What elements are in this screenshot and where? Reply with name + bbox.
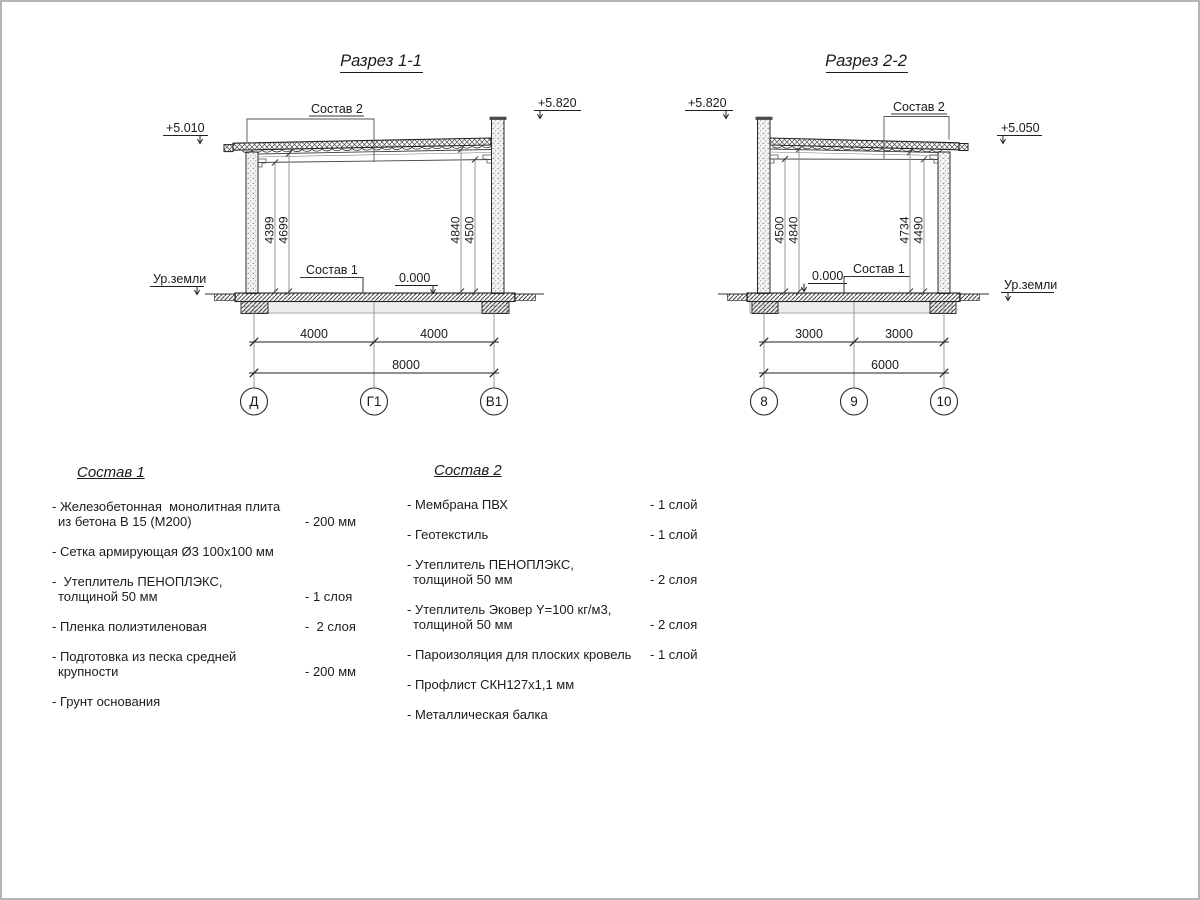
axis-label: 9 — [850, 394, 858, 410]
height-dim: 4699 — [276, 216, 291, 244]
item-text: - Грунт основания — [52, 694, 161, 709]
parapet-cap — [490, 117, 507, 120]
elevation-right: +5.050 — [1001, 121, 1040, 135]
sections-drawing — [2, 2, 1200, 452]
roof-slab — [770, 138, 959, 150]
item-text-cont: толщиной 50 мм — [58, 589, 158, 604]
item-text-cont: толщиной 50 мм — [413, 617, 513, 632]
item-value: - 200 мм — [305, 664, 357, 679]
height-dim: 4500 — [462, 216, 477, 244]
left-ground-ledge — [215, 294, 236, 301]
axis-label: 10 — [936, 394, 952, 410]
left-footing — [241, 302, 268, 314]
list-item — [52, 694, 422, 709]
beam-bottom-line — [770, 159, 938, 160]
list-item — [407, 527, 727, 542]
span-dim: 3000 — [795, 327, 823, 341]
item-text: - Пленка полиэтиленовая — [52, 619, 207, 634]
item-text-cont: из бетона В 15 (М200) — [58, 514, 192, 529]
bottom-dimensions — [751, 302, 958, 415]
item-text: - Сетка армирующая Ø3 100x100 мм — [52, 544, 274, 559]
height-dim: 4840 — [448, 216, 463, 244]
bottom-dimensions — [241, 302, 508, 415]
list-item — [52, 544, 422, 559]
list-item — [52, 574, 422, 604]
height-dim: 4490 — [911, 216, 926, 244]
total-dim: 6000 — [871, 358, 899, 372]
section-1-1-title: Разрез 1-1 — [340, 52, 422, 70]
height-dim: 4399 — [262, 216, 277, 244]
right-footing — [482, 302, 509, 314]
roof-edge-bracket — [959, 144, 968, 151]
height-dim: 4500 — [772, 216, 787, 244]
item-text: - Профлист СКН127х1,1 мм — [407, 677, 575, 692]
zero-level-label: 0.000 — [812, 269, 844, 283]
floor-composition-label: Состав 1 — [306, 263, 358, 277]
right-footing — [930, 302, 956, 314]
item-value: - 1 слой — [650, 497, 698, 512]
item-value: - 2 слоя — [650, 572, 698, 587]
list-item — [407, 707, 727, 722]
axis-label: 8 — [760, 394, 768, 410]
beam-bottom-line — [258, 160, 491, 163]
right-corbel — [930, 155, 938, 163]
zero-level-label: 0.000 — [399, 271, 431, 285]
item-text: - Утеплитель Эковер Y=100 кг/м3, — [407, 602, 612, 617]
floor-composition-label: Состав 1 — [853, 262, 905, 276]
elevation-marks — [163, 96, 581, 144]
item-text: - Подготовка из песка средней — [52, 649, 237, 664]
elevation-left: +5.820 — [688, 96, 727, 110]
list-item — [407, 497, 727, 512]
item-text: - Металлическая балка — [407, 707, 548, 722]
ground-level-label: Ур.земли — [153, 272, 207, 286]
item-text: - Геотекстиль — [407, 527, 489, 542]
right-parapet-wall — [492, 119, 505, 294]
item-text: - Железобетонная монолитная плита — [52, 499, 281, 514]
list-item — [407, 647, 727, 662]
left-footing — [752, 302, 778, 314]
left-ground-ledge — [728, 294, 748, 301]
composition-1-list — [52, 464, 422, 724]
roof-edge-bracket — [224, 145, 233, 152]
list-item — [52, 499, 422, 529]
left-parapet-wall — [758, 119, 771, 294]
floor-leaders — [150, 263, 438, 295]
item-text: - Утеплитель ПЕНОПЛЭКС, — [52, 574, 223, 589]
floor — [718, 293, 989, 314]
height-dim: 4734 — [897, 216, 912, 244]
composition-2-title: Состав 2 — [434, 462, 502, 479]
axis-label: В1 — [485, 394, 503, 410]
roof-composition-label: Состав 2 — [893, 100, 945, 114]
right-wall — [938, 152, 950, 294]
item-value: - 2 слоя — [650, 617, 698, 632]
ground-level-label: Ур.земли — [1004, 278, 1058, 292]
item-value: - 2 слоя — [305, 619, 356, 634]
item-value: - 200 мм — [305, 514, 357, 529]
left-wall — [246, 152, 258, 294]
axis-label: Г1 — [366, 394, 382, 410]
elevation-left: +5.010 — [166, 121, 205, 135]
section-2-2 — [685, 52, 1057, 415]
right-ground-ledge — [960, 294, 980, 301]
item-text-cont: толщиной 50 мм — [413, 572, 513, 587]
list-item — [52, 649, 422, 679]
item-value: - 1 слоя — [305, 589, 353, 604]
composition-1-title: Состав 1 — [77, 464, 145, 481]
item-text: - Мембрана ПВХ — [407, 497, 508, 512]
elevation-right: +5.820 — [538, 96, 577, 110]
list-item — [407, 557, 727, 587]
span-dim: 4000 — [420, 327, 448, 341]
elevation-marks — [685, 96, 1042, 144]
section-2-2-title: Разрез 2-2 — [825, 52, 907, 70]
list-item — [52, 619, 422, 634]
floor-slab — [235, 293, 515, 302]
right-ground-ledge — [515, 294, 536, 301]
vertical-dimensions — [263, 147, 479, 295]
parapet-cap — [756, 117, 773, 120]
right-corbel — [483, 155, 491, 163]
span-dim: 3000 — [885, 327, 913, 341]
height-dim: 4840 — [786, 216, 801, 244]
section-1-1 — [150, 52, 581, 415]
roof-composition-label: Состав 2 — [311, 102, 363, 116]
beam-flange-line — [770, 152, 938, 156]
item-value: - 1 слой — [650, 527, 698, 542]
floor — [205, 293, 544, 314]
axis-label: Д — [249, 394, 259, 410]
item-value: - 1 слой — [650, 647, 698, 662]
sand-bed — [245, 302, 507, 314]
sand-bed — [750, 302, 952, 314]
composition-2-list — [407, 462, 727, 737]
item-text: - Пароизоляция для плоских кровель — [407, 647, 632, 662]
left-corbel — [258, 159, 266, 167]
span-dim: 4000 — [300, 327, 328, 341]
list-item — [407, 677, 727, 692]
roof — [224, 138, 492, 167]
item-text: - Утеплитель ПЕНОПЛЭКС, — [407, 557, 574, 572]
total-dim: 8000 — [392, 358, 420, 372]
floor-slab — [747, 293, 960, 302]
list-item — [407, 602, 727, 632]
item-text-cont: крупности — [58, 664, 119, 679]
